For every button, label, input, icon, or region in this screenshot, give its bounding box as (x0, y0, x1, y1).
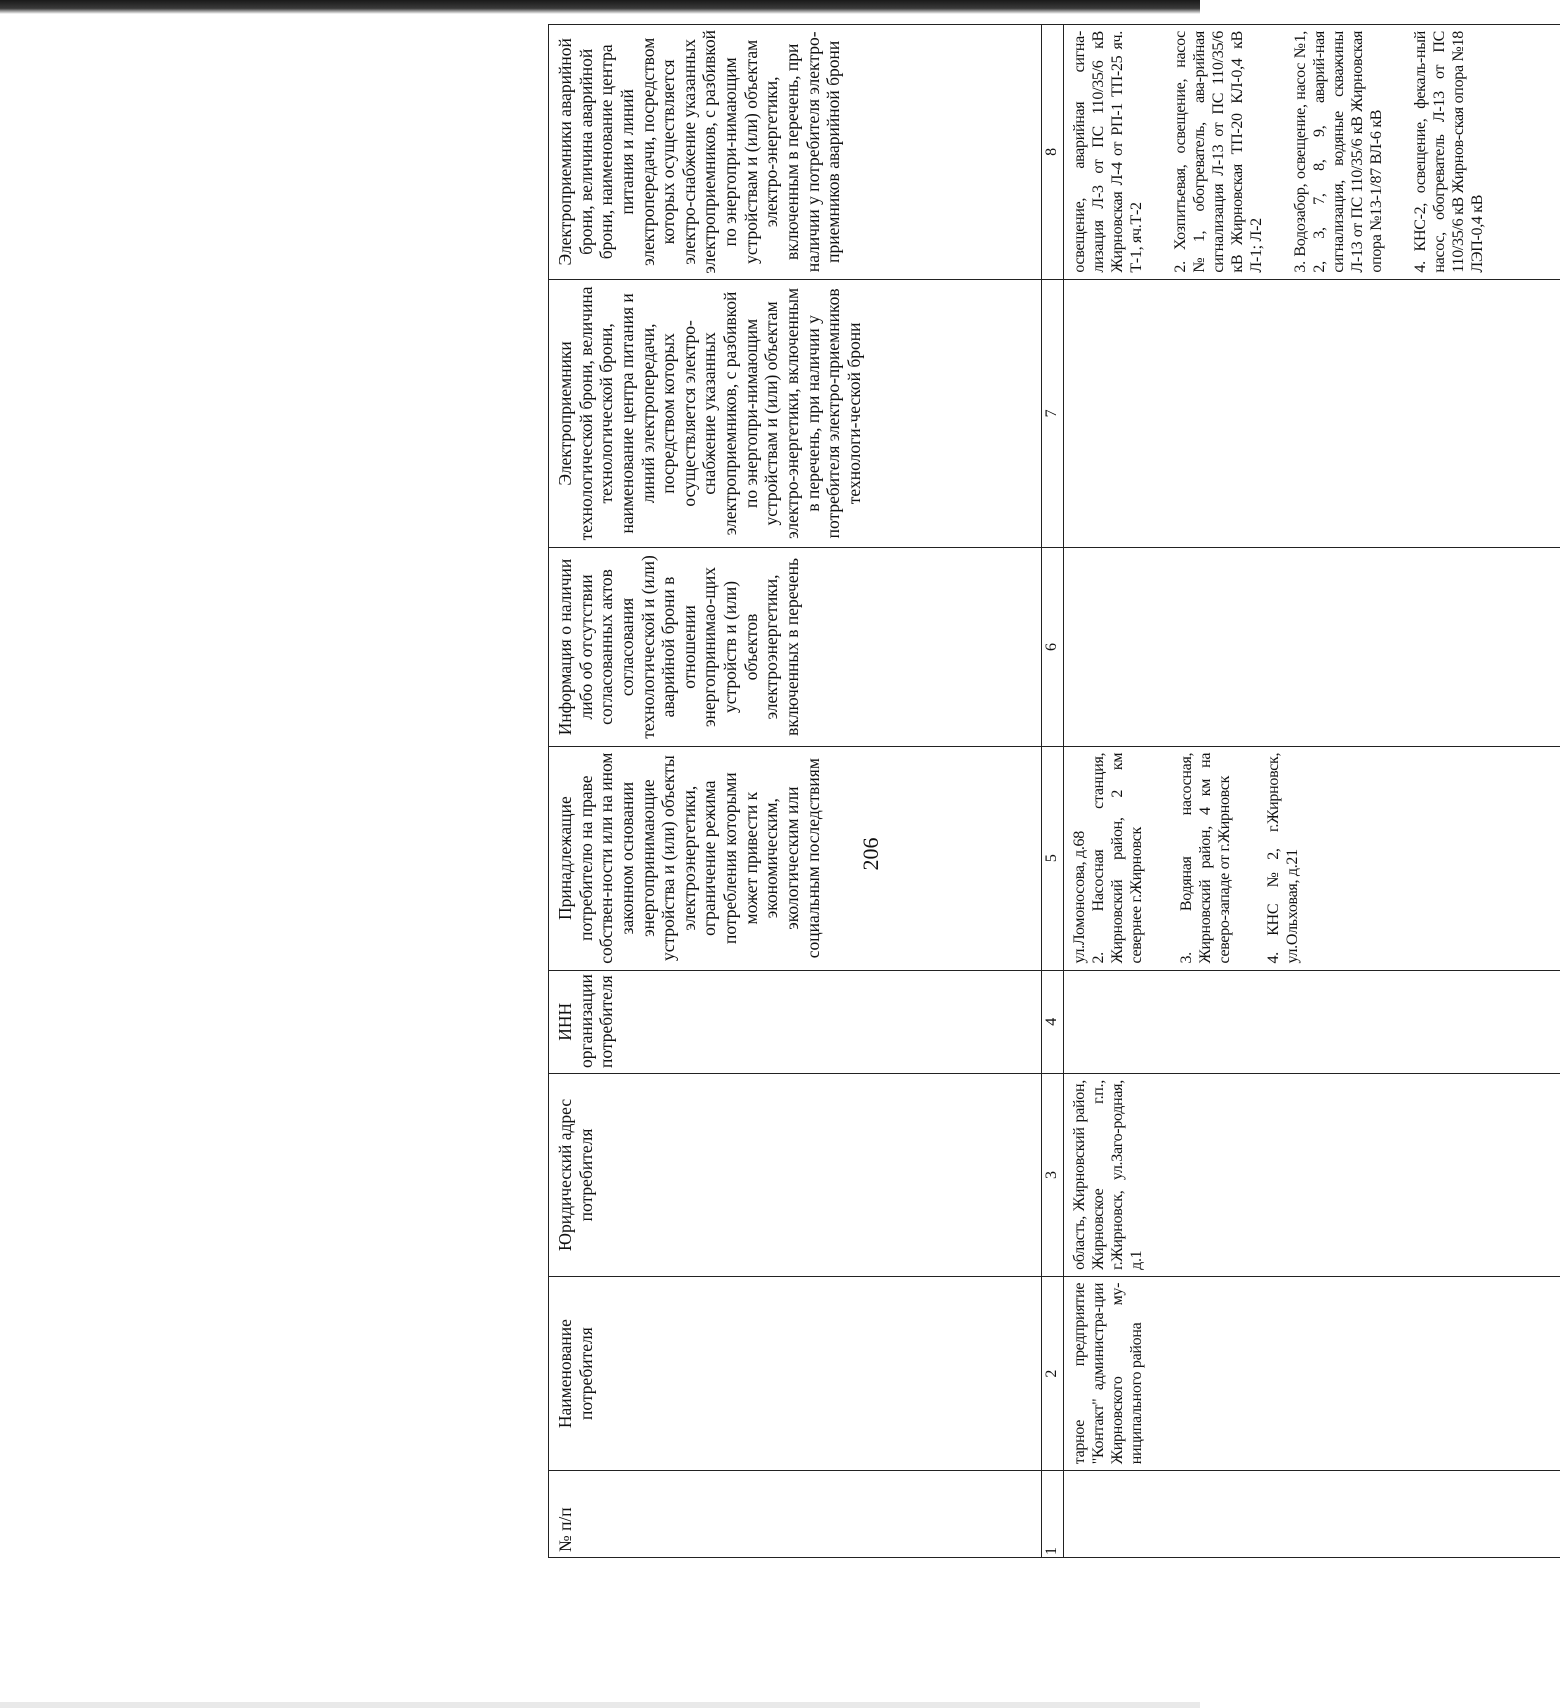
column-number: 5 (1042, 746, 1064, 970)
cell-legal-address (1063, 1074, 1560, 1277)
cell-emergency-reserve (1063, 25, 1560, 280)
header-cell-objects: Принадлежащие потребителю на праве собствен-ности или на ином законном основании энергопринимающие устройства и (или) объекты электроэнергетики, ограничение режима потребления которыми может привести к экономическим, экологическим или социальным последствиям (549, 746, 1042, 970)
column-number: 8 (1042, 25, 1064, 280)
header-cell-name: Наименование потребителя (549, 1276, 1042, 1470)
column-number: 6 (1042, 548, 1064, 747)
header-cell-agreement: Информация о наличии либо об отсутствии согласованных актов согласования технологической и (или) аварийной брони в отношении энергопринимао-щих устройств и (или) объектов электроэнергетики, включенных в перечень (549, 548, 1042, 747)
object-entry: 4. КНС №2, г.Жирновск, ул.Ольховая, д.21 (1265, 752, 1302, 964)
column-number: 4 (1042, 970, 1064, 1074)
cell-agreement (1063, 548, 1560, 747)
emergency-entry: освещение, аварийная сигна-лизация Л-3 от ПС 110/35/6 кВ Жирновская Л-4 от РП-1 ТП-25 яч. Т-1, яч.Т-2 (1070, 31, 1146, 273)
cell-inn (1063, 970, 1560, 1074)
consumer-name-text: тарное предприятие "Контакт" администра-ции Жирновского му-ниципального района (1070, 1282, 1146, 1465)
cell-tech-reserve (1063, 279, 1560, 548)
emergency-entry: 2. Хозпитьевая, освещение, насос №1, обогреватель, ава-рийная сигнализация Л-13 от ПС 110/35/6 кВ Жирновская ТП-20 КЛ-0,4 кВ Л-1; Л-2 (1171, 31, 1266, 273)
emergency-entry: 4. КНС-2, освещение, фекаль-ный насос, обогреватель Л-13 от ПС 110/35/6 кВ Жирнов-ская опора №18 ЛЭП-0,4 кВ (1411, 31, 1487, 273)
column-number: 3 (1042, 1074, 1064, 1277)
header-cell-num: № п/п (549, 1471, 1042, 1558)
column-number: 2 (1042, 1276, 1064, 1470)
header-cell-address: Юридический адрес потребителя (549, 1074, 1042, 1277)
scan-edge-bottom (0, 1702, 1200, 1708)
cell-objects (1063, 746, 1560, 970)
cell-consumer-name (1063, 1276, 1560, 1470)
reserve-table (548, 24, 1560, 1558)
column-number-row (1042, 25, 1064, 1558)
column-number: 7 (1042, 279, 1064, 548)
header-cell-emergency-reserve: Электроприемники аварийной брони, величина аварийной брони, наименование центра питания и линий электропередачи, посредством которых осуществляется электро-снабжение указанных электроприемников, с разбивкой по энергопри-нимающим устройствам и (или) объектам электро-энергетики, включенным в перечень, при наличии у потребителя электро-приемников аварийной брони (549, 25, 1042, 280)
column-number: 1 (1042, 1471, 1064, 1558)
table-header-row (549, 25, 1042, 1558)
legal-address-text: область, Жирновский район, Жирновское г.п., г.Жирновск, ул.Заго-родная, д.1 (1070, 1080, 1146, 1270)
header-cell-tech-reserve: Электроприемники технологической брони, величина технологической брони, наименование центра питания и линий электропередачи, посредством которых осуществляется электро-снабжение указанных электроприемников, с разбивкой по энергопри-нимающим устройствам и (или) объектам электро-энергетики, включенным в перечень, при наличии у потребителя электро-приемников технологи-ческой брони (549, 279, 1042, 548)
header-cell-inn: ИНН организации потребителя (549, 970, 1042, 1074)
page-number: 206 (858, 837, 883, 871)
object-entry: 3. Водяная насосная, Жирновский район, 4 км на северо-западе от г.Жирновск (1177, 752, 1233, 964)
object-entry: ул.Ломоносова, д.68 2. Насосная станция, Жирновский район, 2 км севернее г.Жирновск (1070, 752, 1146, 964)
cell-num (1063, 1471, 1560, 1558)
table-row (1063, 25, 1560, 1558)
emergency-entry: 3. Водозабор, освещение, насос №1, 2, 3, 7, 8, 9, аварий-ная сигнализация, водяные скважины Л-13 от ПС 110/35/6 кВ Жирновская опора №13-1/87 ВЛ-6 кВ (1291, 31, 1386, 273)
